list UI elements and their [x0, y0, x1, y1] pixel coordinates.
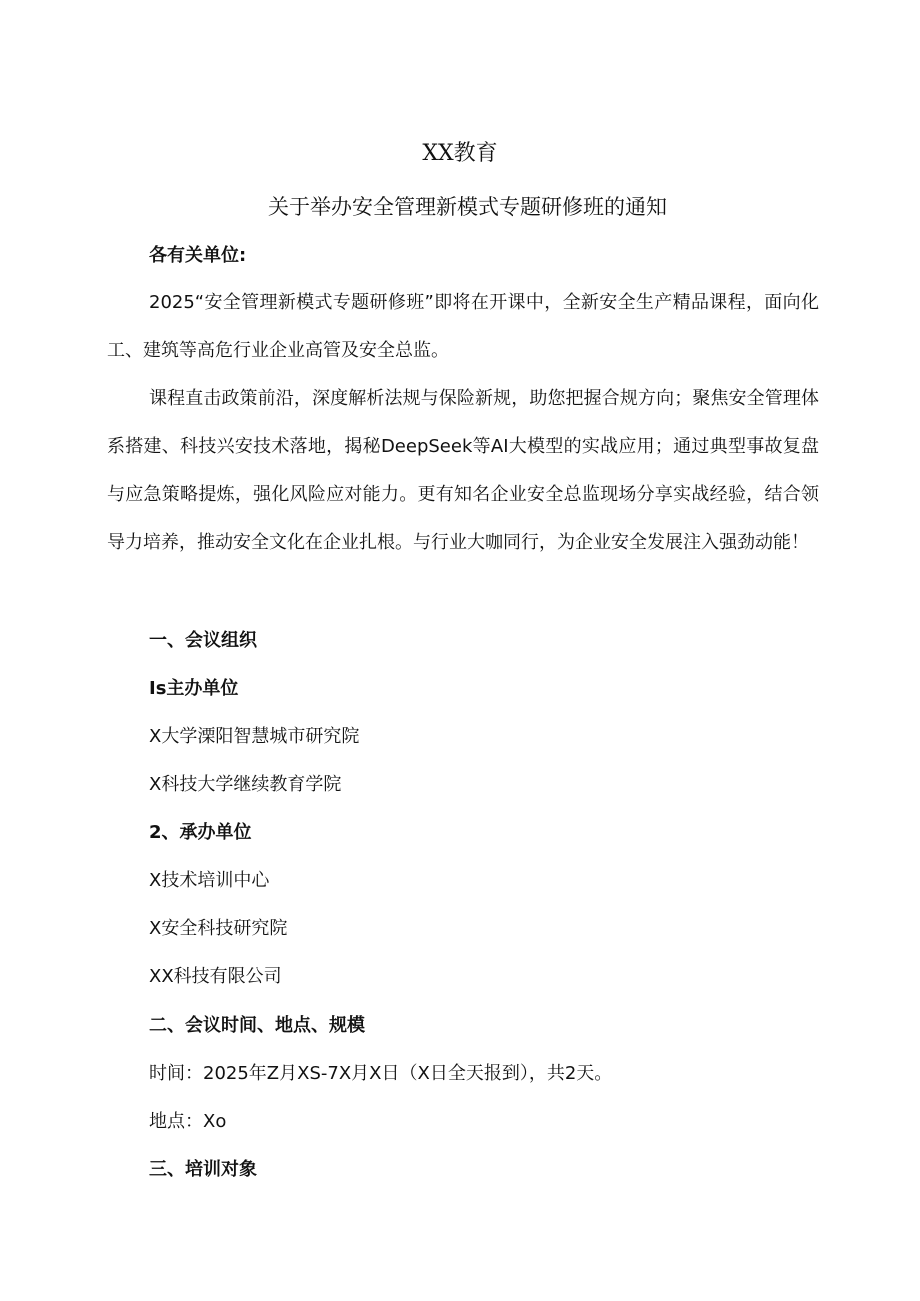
- organization-name: XX教育: [422, 141, 498, 166]
- organizer-item: X安全科技研究院: [149, 918, 288, 939]
- organizer-item: XX科技有限公司: [149, 966, 282, 987]
- subheading-organizers: 2、承办单位: [149, 822, 252, 843]
- subheading-hosts: Is主办单位: [149, 678, 239, 699]
- schedule-location: 地点：Xo: [149, 1111, 227, 1132]
- intro-paragraph-2: 课程直击政策前沿，深度解析法规与保险新规，助您把握合规方向；聚焦安全管理体系搭建、科技兴安技术落地，揭秘DeepSeek等AI大模型的实战应用；通过典型事故复盘与应急策略提炼，强化风险应对能力。更有知名企业安全总监现场分享实战经验，结合领导力培养，推动安全文化在企业扎根。与行业大咖同行，为企业安全发展注入强劲动能！: [107, 388, 819, 553]
- section-heading-audience: 三、培训对象: [149, 1159, 257, 1180]
- organizer-item: X技术培训中心: [149, 870, 270, 891]
- host-item: X大学溧阳智慧城市研究院: [149, 726, 360, 747]
- section-heading-organization: 一、会议组织: [149, 630, 257, 651]
- host-item: X科技大学继续教育学院: [149, 774, 342, 795]
- schedule-time: 时间：2025年Z月XS-7X月X日（X日全天报到），共2天。: [149, 1063, 613, 1084]
- salutation: 各有关单位:: [149, 245, 247, 266]
- notice-title: 关于举办安全管理新模式专题研修班的通知: [268, 195, 667, 219]
- section-heading-schedule: 二、会议时间、地点、规模: [149, 1015, 365, 1036]
- intro-paragraph-1: 2025“安全管理新模式专题研修班”即将在开课中，全新安全生产精品课程，面向化工、建筑等高危行业企业高管及安全总监。: [107, 292, 819, 361]
